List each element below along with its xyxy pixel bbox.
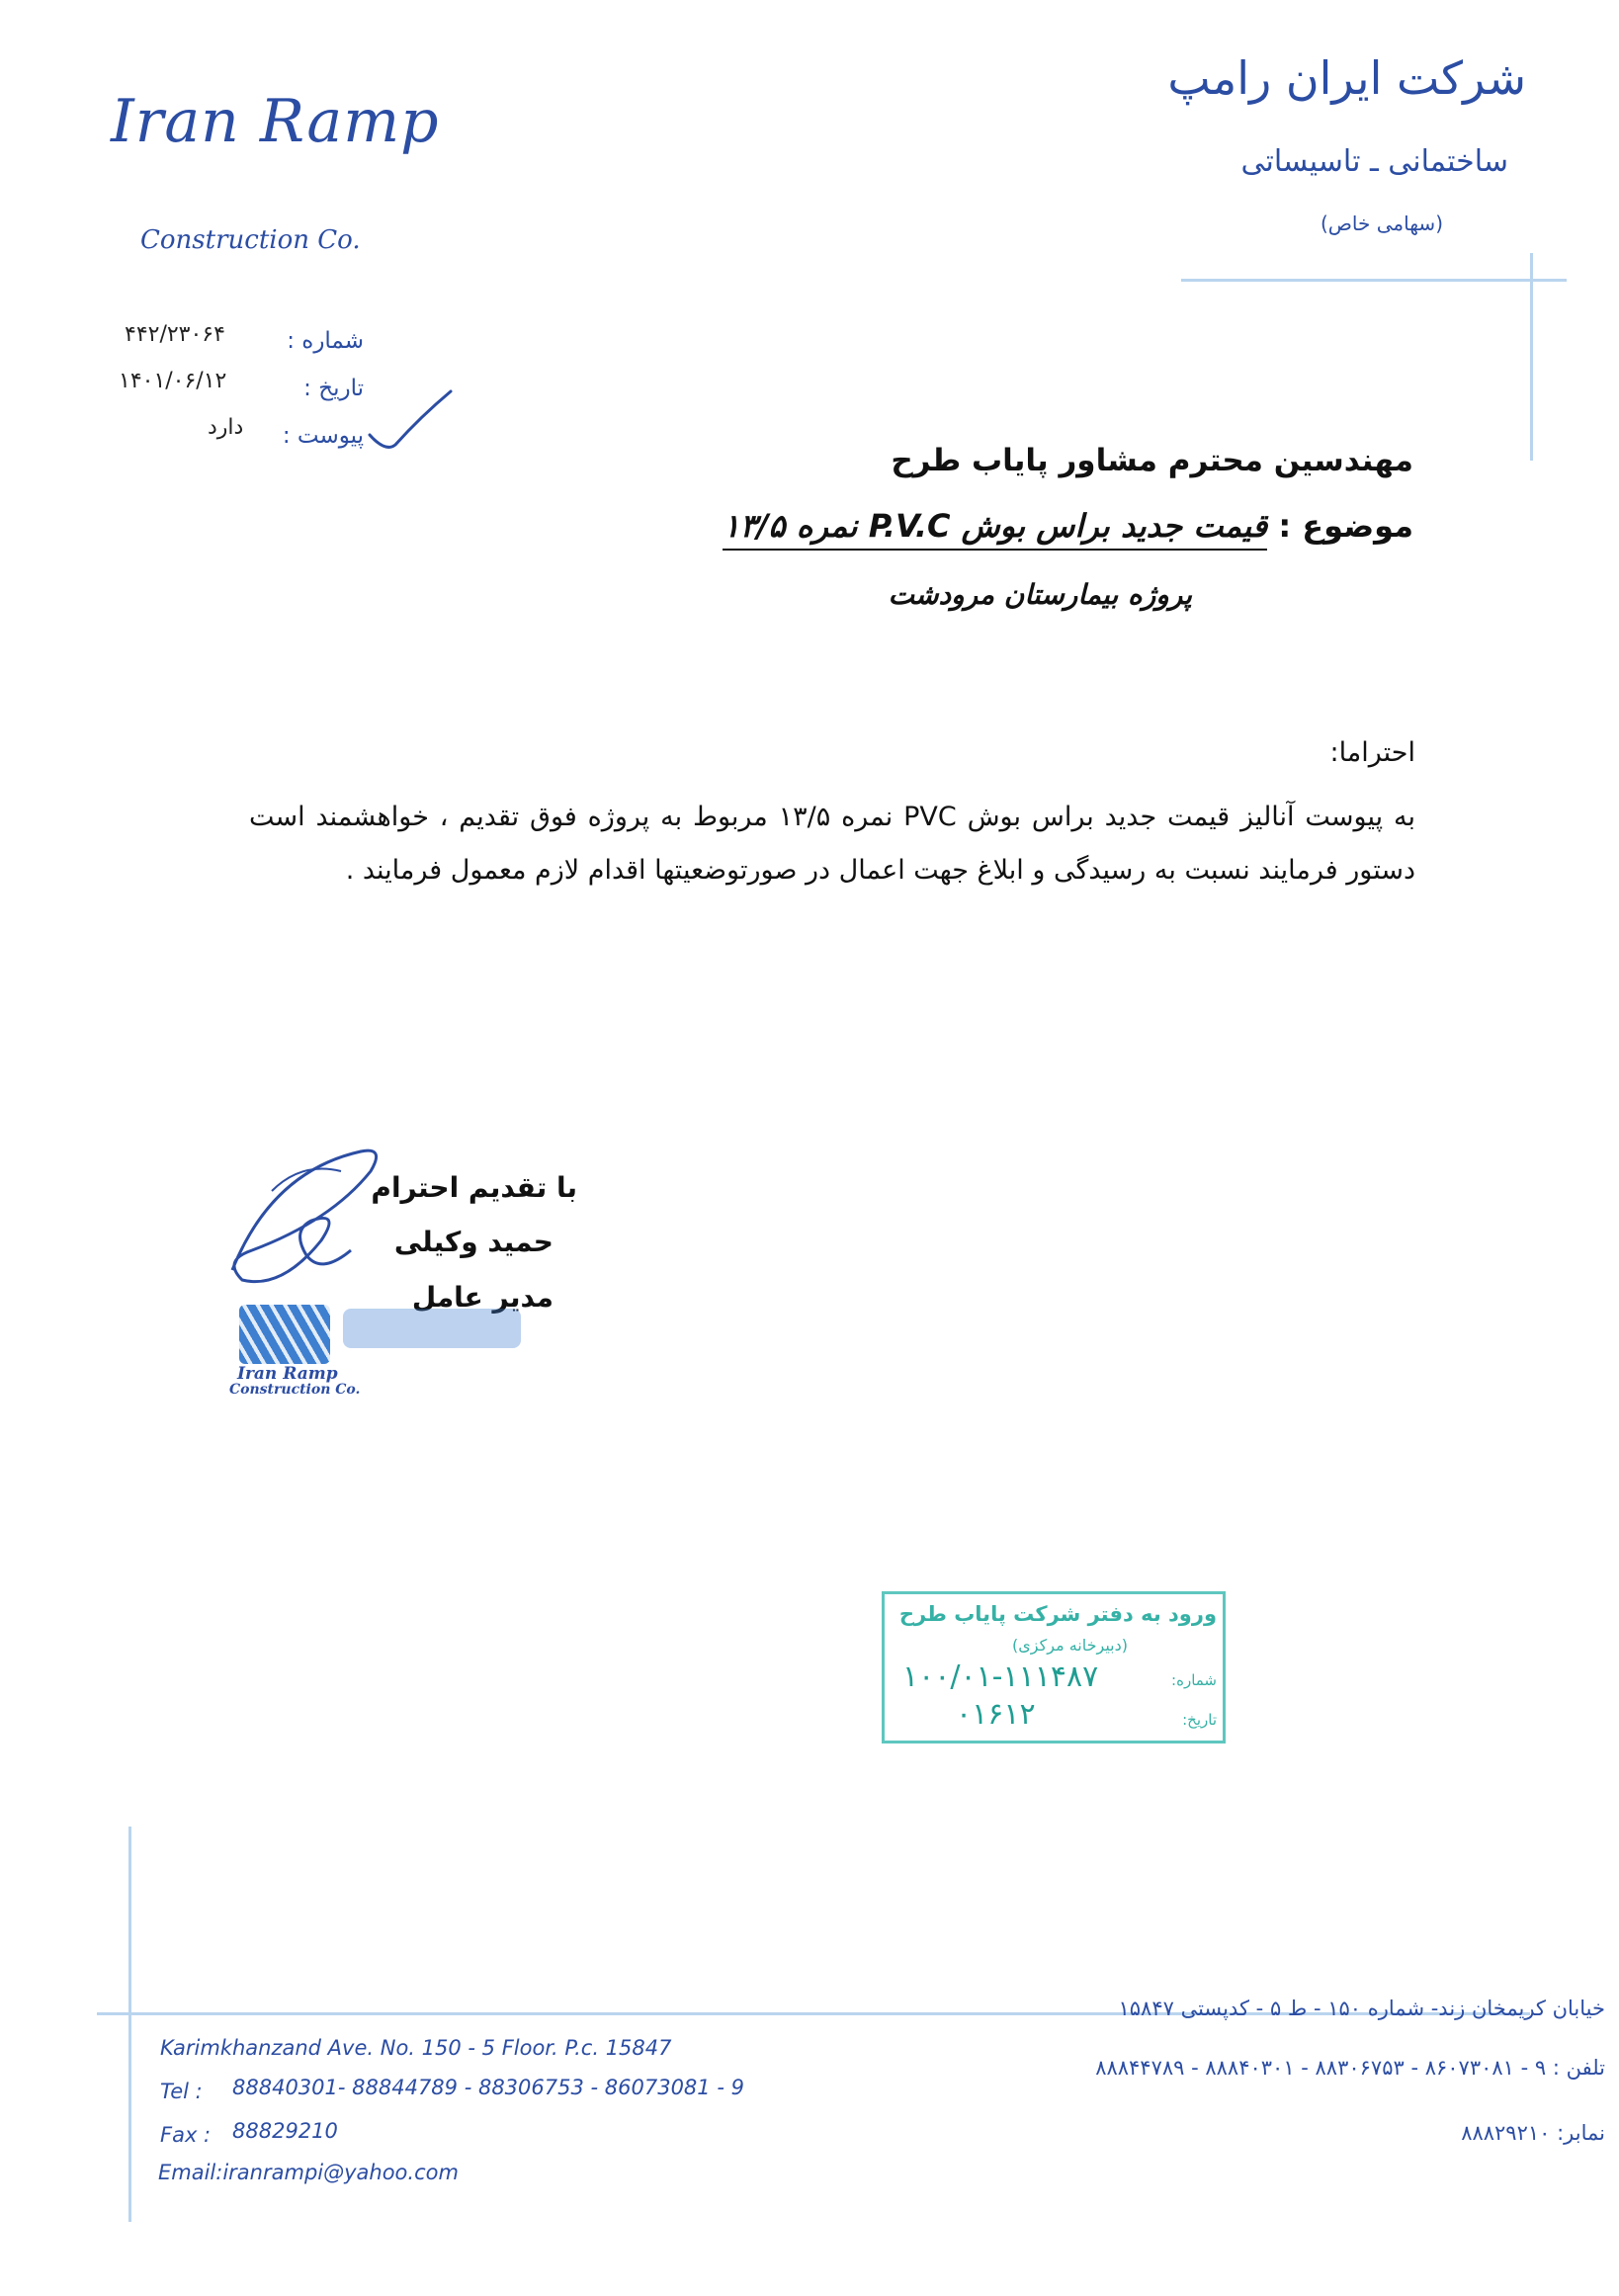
company-logo-en: Iran Ramp (111, 87, 440, 156)
company-subtitle-en: Construction Co. (140, 225, 361, 255)
footer-rule-v (128, 1827, 131, 2222)
receipt-stamp (882, 1591, 1226, 1743)
stamp-date-value: ۰۱۶۱۲ (956, 1697, 1036, 1732)
footer-fax-label-en: Fax : (160, 2123, 212, 2147)
stamp-date-label: تاریخ: (1182, 1711, 1217, 1729)
date-label: تاریخ : (303, 376, 364, 401)
footer-fax-fa: نمابر: ۸۸۸۲۹۲۱۰ (1461, 2121, 1605, 2145)
attachment-value: دارد (208, 415, 244, 440)
company-seal (229, 1295, 575, 1399)
subject-label: موضوع : (1278, 507, 1413, 545)
letter-body: به پیوست آنالیز قیمت جدید براس بوش PVC نمره ۱۳/۵ مربوط به پروژه فوق تقدیم ، خواهشمند است دستور فرمایند نسبت به رسیدگی و ابلاغ جهت اعمال در صورتوضعیتها اقدام لازم معمول فرمایند . (249, 802, 1415, 886)
footer-address-en: Karimkhanzand Ave. No. 150 - 5 Floor. P.c. 15847 (160, 2036, 672, 2060)
signer-title: مدیر عامل (411, 1281, 554, 1314)
project-name: پروژه بیمارستان مرودشت (888, 578, 1192, 611)
greeting: احتراما: (1329, 737, 1415, 768)
date-value: ۱۴۰۱/۰۶/۱۲ (119, 369, 227, 393)
signer-name: حمید وکیلی (393, 1226, 554, 1258)
checkmark-icon (366, 387, 455, 457)
header-rule-v (1530, 253, 1533, 461)
footer-address-fa: خیابان کریمخان زند- شماره ۱۵۰ - ط ۵ - کدپستی ۱۵۸۴۷ (1118, 1997, 1605, 2020)
subject-line (723, 507, 1413, 545)
seal-mark-icon (239, 1305, 330, 1364)
seal-text-en: Iran Ramp (237, 1364, 338, 1384)
seal-text-en-sub: Construction Co. (229, 1382, 361, 1398)
closing-text: با تقدیم احترام (371, 1171, 577, 1204)
footer-email-en: Email:iranrampi@yahoo.com (158, 2161, 459, 2184)
footer-tel-label-en: Tel : (160, 2080, 203, 2103)
header-rule-h (1181, 279, 1567, 282)
number-value: ۴۴۲/۲۳۰۶۴ (125, 322, 225, 347)
number-label: شماره : (287, 328, 364, 354)
footer-fax-en: 88829210 (232, 2119, 338, 2143)
seal-fa-text-block (343, 1309, 521, 1348)
stamp-number-label: شماره: (1171, 1671, 1217, 1689)
subject-title: قیمت جدید براس بوش P.V.C نمره ۱۳/۵ (723, 507, 1267, 551)
company-name-fa: شرکت ایران رامپ (1167, 51, 1526, 105)
footer-tel-fa: تلفن : ۹ - ۸۶۰۷۳۰۸۱ - ۸۸۳۰۶۷۵۳ - ۸۸۸۴۰۳۰۱ - ۸۸۸۴۴۷۸۹ (1095, 2056, 1605, 2080)
recipient-heading: مهندسین محترم مشاور پایاب طرح (891, 443, 1413, 478)
stamp-line1: ورود به دفتر شرکت پایاب طرح (898, 1602, 1217, 1626)
signature-scribble (213, 1132, 400, 1300)
stamp-number-value: ۱۰۰/۰۱-۱۱۱۴۸۷ (902, 1659, 1099, 1694)
company-activity-fa: ساختمانی ـ تاسیساتی (1240, 144, 1508, 179)
footer-tel-en: 88840301- 88844789 - 88306753 - 86073081 - 9 (232, 2076, 744, 2099)
stamp-line2: (دبیرخانه مرکزی) (1012, 1636, 1128, 1655)
company-type-fa: (سهامی خاص) (1320, 212, 1443, 235)
attachment-label: پیوست : (282, 423, 364, 449)
